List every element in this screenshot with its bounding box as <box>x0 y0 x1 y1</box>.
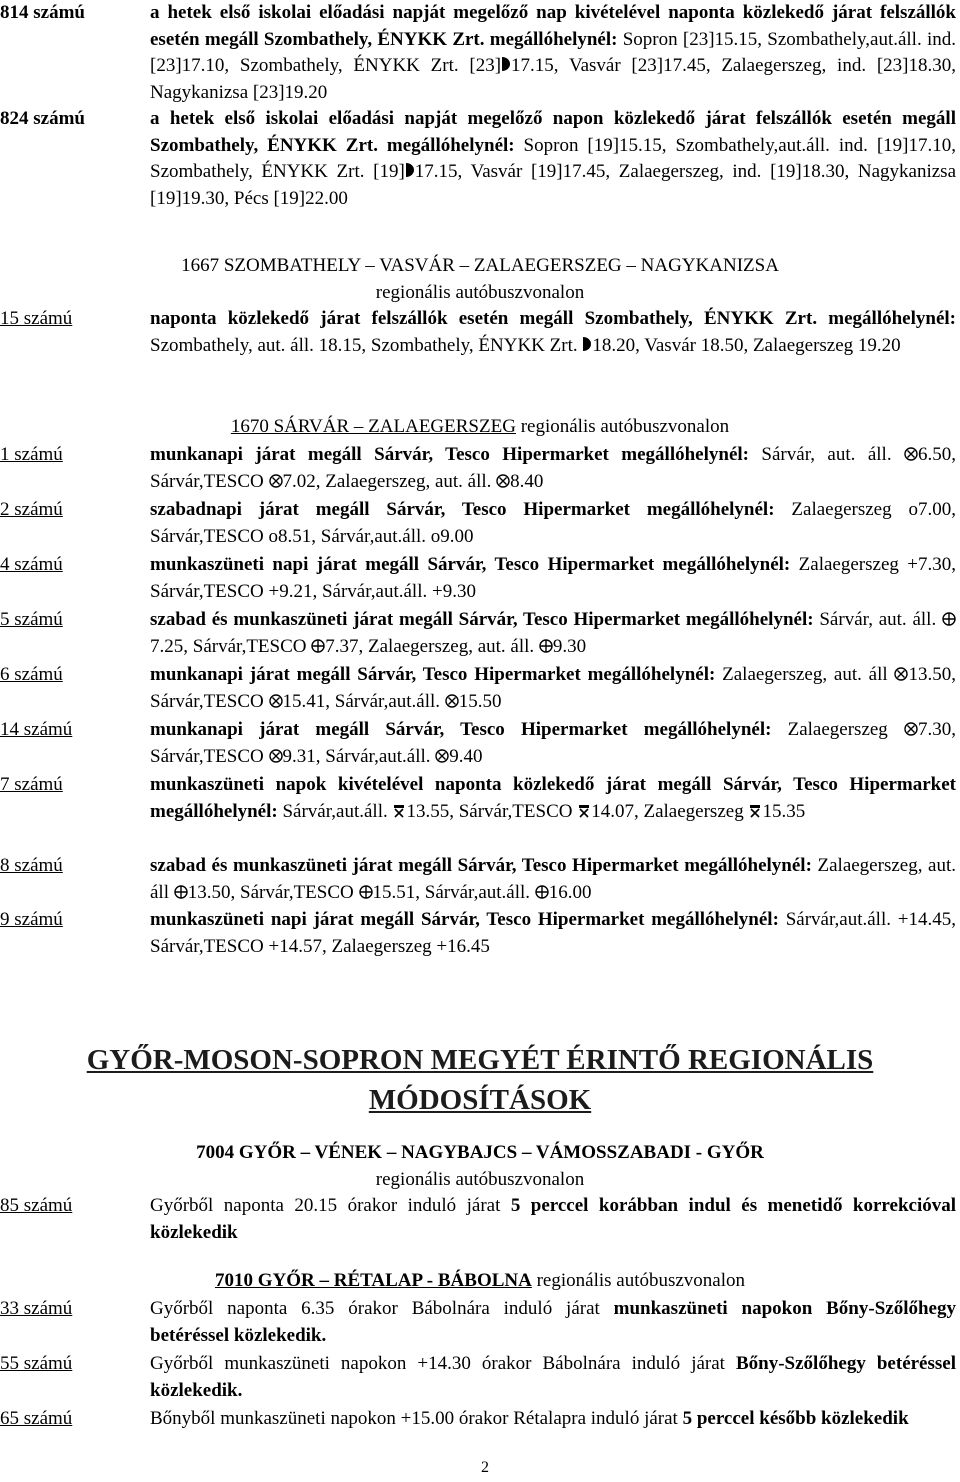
circled-plus-icon <box>535 885 549 899</box>
trip-stops: 7.30, Sárvár,TESCO <box>150 719 956 767</box>
trip-number: 15 számú <box>0 308 73 329</box>
trip-1 <box>0 442 960 495</box>
section-1670 <box>0 414 960 441</box>
trip-stops: Sárvár,aut.áll. +14.45, Sárvár,TESCO +14.57, Zalaegerszeg +16.45 <box>150 909 956 957</box>
trip-number: 14 számú <box>0 719 73 740</box>
trip-number: 2 számú <box>0 499 63 520</box>
half-circle-icon <box>405 162 415 178</box>
trip-stops: Sopron [23]15.15, Szombathely,aut.áll. ind. [23]17.10, Szombathely, ÉNYKK Zrt. [23] <box>150 28 957 76</box>
circled-plus-icon <box>942 612 956 626</box>
trip-33 <box>0 1296 960 1349</box>
section-7010 <box>0 1268 960 1295</box>
trip-stops: 9.30 <box>552 635 587 657</box>
section-7004 <box>0 1140 960 1246</box>
trip-number: 5 számú <box>0 609 63 630</box>
trip-14 <box>0 717 960 770</box>
section-subtitle: regionális autóbuszvonalon <box>515 416 730 437</box>
trip-stops: 15.50 <box>458 690 502 712</box>
trip-stops-cont: 17.15, Vasvár [23]17.45, Zalaegerszeg, ind. [23]18.30, Nagykanizsa [23]19.20 <box>150 55 956 103</box>
trip-condition: munkanapi járat megáll Sárvár, Tesco Hipermarket megállóhelynél: <box>150 719 772 740</box>
trip-stops: Zalaegerszeg +7.30, Sárvár,TESCO +9.21, Sárvár,aut.áll. +9.30 <box>150 554 956 602</box>
section-title: 7010 GYŐR – RÉTALAP - BÁBOLNA <box>214 1270 532 1291</box>
trip-stops: Sárvár,aut.áll. <box>277 800 393 822</box>
circled-x-icon <box>445 694 459 708</box>
circled-plus-icon <box>359 885 373 899</box>
trip-stops: 7.02, Zalaegerszeg, aut. áll. <box>282 470 497 492</box>
trip-number: 33 számú <box>0 1298 73 1319</box>
circled-plus-icon <box>174 885 188 899</box>
trip-condition: munkaszüneti napi járat megáll Sárvár, Tesco Hipermarket megállóhelynél: <box>150 554 791 575</box>
trip-change: 5 perccel később közlekedik <box>682 1408 909 1429</box>
heading-line-2: MÓDOSÍTÁSOK <box>368 1084 592 1116</box>
trip-stops: 9.31, Sárvár,aut.áll. <box>282 745 436 767</box>
route-814-block <box>0 0 960 106</box>
trip-8 <box>0 853 960 906</box>
trip-4 <box>0 552 960 605</box>
circled-x-icon <box>904 447 918 461</box>
trip-condition: munkaszüneti napok kivételével naponta közlekedő járat megáll Sárvár, Tesco Hipermarket megállóhelynél: <box>150 774 956 822</box>
trip-stops: Zalaegerszeg, aut. áll <box>150 855 956 903</box>
trip-condition: munkanapi járat megáll Sárvár, Tesco Hipermarket megállóhelynél: <box>150 444 749 465</box>
trip-change: munkaszüneti napokon Bőny-Szőlőhegy betéréssel közlekedik. <box>150 1298 956 1346</box>
trip-number: 814 számú <box>0 2 85 23</box>
circled-x-icon <box>496 474 510 488</box>
trip-number: 85 számú <box>0 1195 73 1216</box>
hammer-icon <box>748 804 762 818</box>
trip-number: 8 számú <box>0 855 63 876</box>
trip-2 <box>0 497 960 550</box>
trip-number: 55 számú <box>0 1353 73 1374</box>
trip-description: Győrből naponta 20.15 órakor induló járat <box>150 1195 511 1216</box>
trip-number: 824 számú <box>0 108 85 129</box>
trip-stops: Zalaegerszeg o7.00, Sárvár,TESCO o8.51, Sárvár,aut.áll. o9.00 <box>150 499 956 547</box>
trip-condition: szabad és munkaszüneti járat megáll Sárvár, Tesco Hipermarket megállóhelynél: <box>150 609 814 630</box>
circled-plus-icon <box>311 639 325 653</box>
trip-number: 1 számú <box>0 444 63 465</box>
page-number: 2 <box>481 1459 489 1476</box>
trip-stops-cont: 18.20, Vasvár 18.50, Zalaegerszeg 19.20 <box>592 334 901 356</box>
circled-x-icon <box>894 667 908 681</box>
circled-x-icon <box>269 474 283 488</box>
circled-x-icon <box>435 749 449 763</box>
route-824-block <box>0 106 960 212</box>
trip-condition: munkaszüneti napi járat megáll Sárvár, Tesco Hipermarket megállóhelynél: <box>150 909 779 930</box>
section-title: 1670 SÁRVÁR – ZALAEGERSZEG <box>230 416 516 437</box>
section-subtitle: regionális autóbuszvonalon <box>531 1270 746 1291</box>
trip-stops: Sárvár, aut. áll. <box>813 609 942 630</box>
section-subtitle: regionális autóbuszvonalon <box>375 1168 585 1190</box>
trip-55 <box>0 1351 960 1404</box>
trip-condition: naponta közlekedő járat felszállók esetén megáll Szombathely, ÉNYKK Zrt. megállóhelynél: <box>150 308 956 329</box>
trip-condition: munkanapi járat megáll Sárvár, Tesco Hipermarket megállóhelynél: <box>150 664 716 685</box>
trip-stops: Zalaegerszeg, aut. áll <box>715 664 895 685</box>
hammer-icon <box>577 804 591 818</box>
trip-65 <box>0 1406 960 1433</box>
trip-stops: 13.50, Sárvár,TESCO <box>150 664 956 712</box>
trip-condition: szabadnapi járat megáll Sárvár, Tesco Hipermarket megállóhelynél: <box>150 499 775 520</box>
trip-7 <box>0 772 960 825</box>
trip-number: 4 számú <box>0 554 63 575</box>
trip-stops: 7.37, Zalaegerszeg, aut. áll. <box>325 635 539 657</box>
trip-stops: 7.25, Sárvár,TESCO <box>150 635 312 657</box>
circled-x-icon <box>904 722 918 736</box>
trip-9 <box>0 907 960 960</box>
trip-change: 5 perccel korábban indul és menetidő korrekcióval közlekedik <box>150 1195 956 1243</box>
trip-stops: 15.41, Sárvár,aut.áll. <box>282 690 445 712</box>
trip-number: 65 számú <box>0 1408 73 1429</box>
trip-condition: a hetek első iskolai előadási napját megelőző napon közlekedő járat felszállók esetén megáll Szombathely, ÉNYKK Zrt. megállóhelynél: <box>150 108 956 156</box>
trip-stops: 16.00 <box>548 881 592 903</box>
circled-x-icon <box>269 749 283 763</box>
trip-stops: 9.40 <box>449 745 483 767</box>
trip-number: 9 számú <box>0 909 63 930</box>
trip-stops: 15.35 <box>762 800 806 822</box>
county-heading <box>0 1040 960 1120</box>
circled-x-icon <box>269 694 283 708</box>
trip-condition: a hetek első iskolai előadási napját megelőző nap kivételével naponta közlekedő járat felszállók esetén megáll Szombathely, ÉNYKK Zrt. megállóhelynél: <box>150 2 956 50</box>
trip-stops: Szombathely, aut. áll. 18.15, Szombathely, ÉNYKK Zrt. <box>150 334 583 356</box>
trip-stops: 13.50, Sárvár,TESCO <box>187 881 359 903</box>
trip-stops-cont: 17.15, Vasvár [19]17.45, Zalaegerszeg, ind. [19]18.30, Nagykanizsa [19]19.30, Pécs [19]22.00 <box>150 161 957 209</box>
trip-stops: 14.07, Zalaegerszeg <box>591 800 749 822</box>
section-title: 1667 SZOMBATHELY – VASVÁR – ZALAEGERSZEG – NAGYKANIZSA <box>181 255 779 276</box>
trip-description: Bőnyből munkaszüneti napokon +15.00 órakor Rétalapra induló járat <box>150 1408 683 1429</box>
trip-stops: 6.50, Sárvár,TESCO <box>150 444 956 492</box>
half-circle-icon <box>501 56 511 72</box>
trip-stops: 15.51, Sárvár,aut.áll. <box>372 881 535 903</box>
section-subtitle: regionális autóbuszvonalon <box>375 281 585 303</box>
hammer-icon <box>392 804 406 818</box>
trip-change: Bőny-Szőlőhegy betéréssel közlekedik. <box>150 1353 956 1401</box>
circled-plus-icon <box>539 639 553 653</box>
section-1667 <box>0 253 960 359</box>
trip-stops: 13.55, Sárvár,TESCO <box>406 800 578 822</box>
trip-stops: Zalaegerszeg <box>771 719 904 740</box>
trip-5 <box>0 607 960 660</box>
trip-number: 6 számú <box>0 664 63 685</box>
trip-6 <box>0 662 960 715</box>
trip-description: Győrből naponta 6.35 órakor Bábolnára induló járat <box>150 1298 614 1319</box>
heading-line-1: GYŐR-MOSON-SOPRON MEGYÉT ÉRINTŐ REGIONÁLIS <box>86 1044 874 1076</box>
trip-condition: szabad és munkaszüneti járat megáll Sárvár, Tesco Hipermarket megállóhelynél: <box>150 855 812 876</box>
trip-stops: Sárvár, aut. áll. <box>749 444 904 465</box>
trip-description: Győrből munkaszüneti napokon +14.30 órakor Bábolnára induló járat <box>150 1353 736 1374</box>
trip-stops: 8.40 <box>510 470 544 492</box>
half-circle-icon <box>582 336 592 352</box>
section-title: 7004 GYŐR – VÉNEK – NAGYBAJCS – VÁMOSSZABADI - GYŐR <box>196 1142 764 1163</box>
trip-stops: Sopron [19]15.15, Szombathely,aut.áll. ind. [19]17.10, Szombathely, ÉNYKK Zrt. [19] <box>150 134 956 182</box>
trip-number: 7 számú <box>0 774 63 795</box>
